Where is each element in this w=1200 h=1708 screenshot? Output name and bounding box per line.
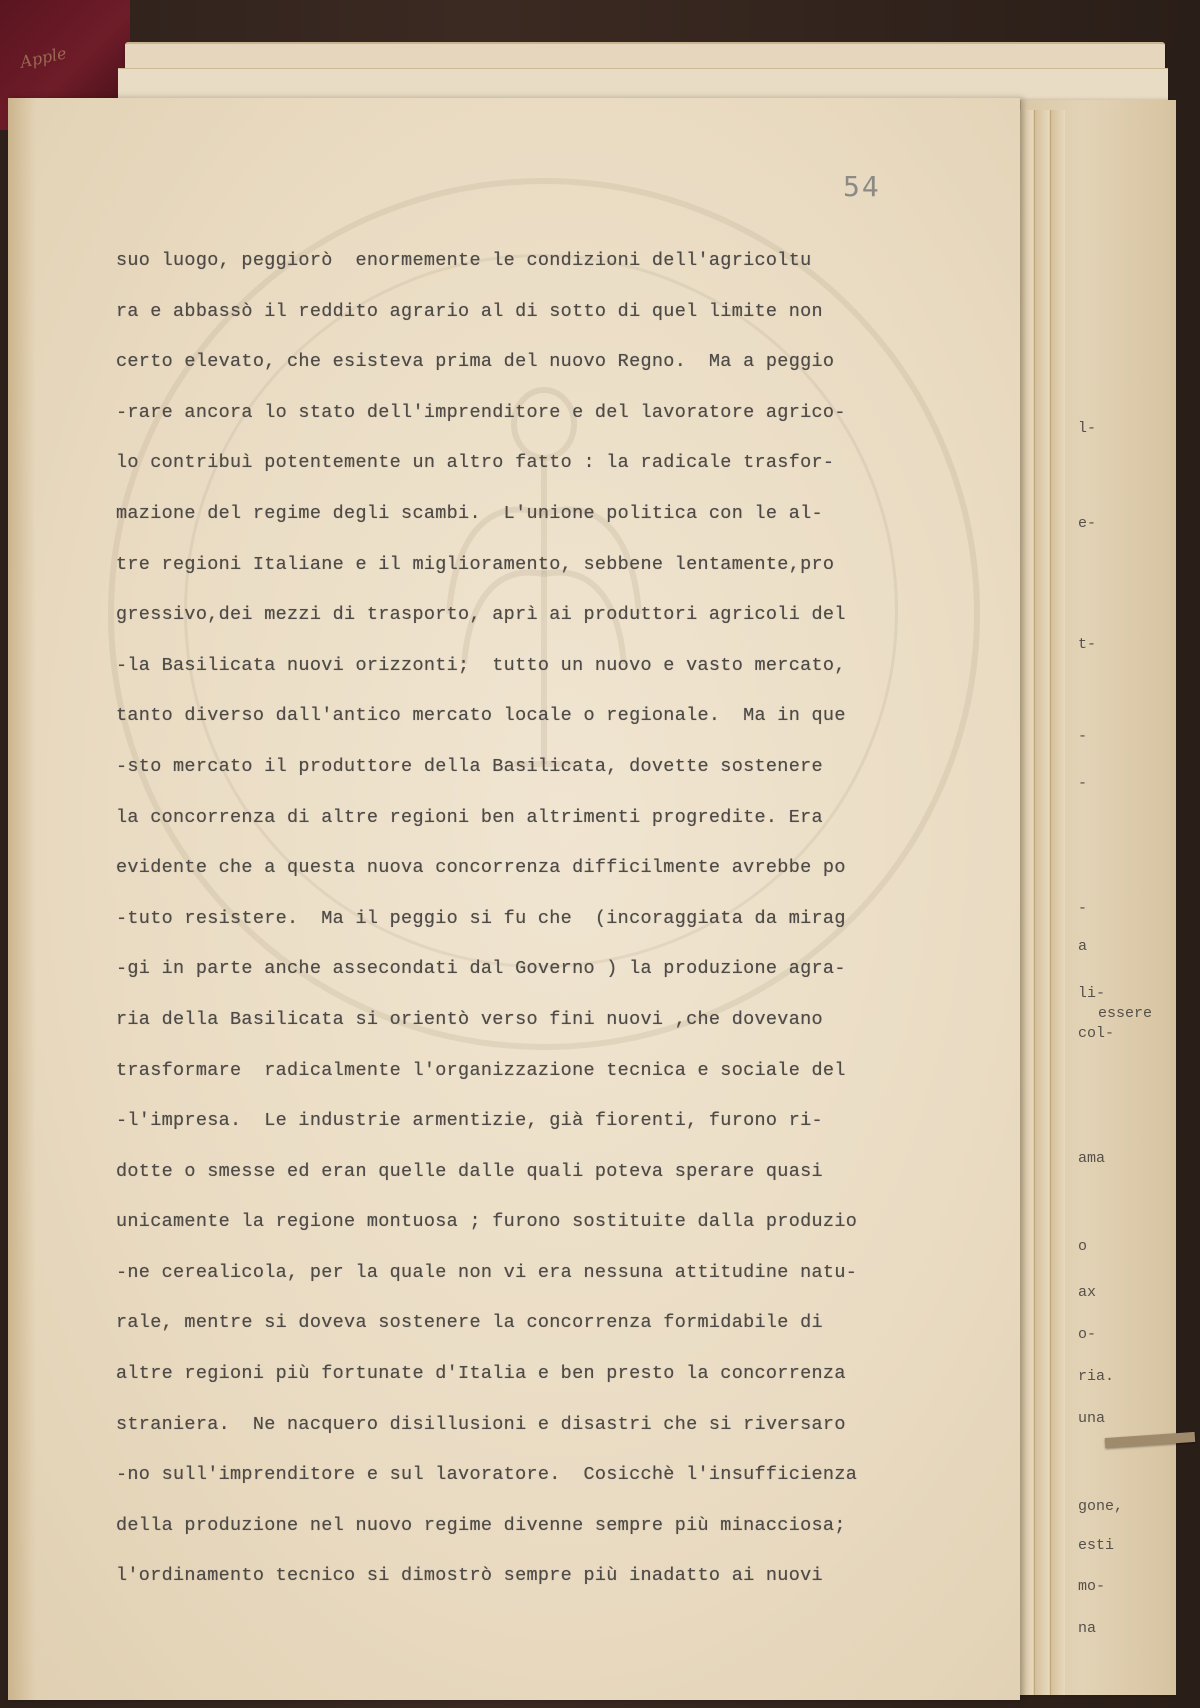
margin-fragment: na [1078, 1620, 1097, 1637]
main-page [8, 98, 1020, 1700]
margin-fragment: o- [1078, 1326, 1097, 1343]
margin-fragment: gone, [1078, 1498, 1124, 1515]
text-line: ria della Basilicata si orientò verso fini nuovi ,che dovevano [116, 1008, 823, 1030]
text-line: evidente che a questa nuova concorrenza difficilmente avrebbe po [116, 857, 846, 879]
page-number: 54 [843, 170, 881, 203]
text-line: della produzione nel nuovo regime divenne sempre più minacciosa; [116, 1514, 846, 1536]
text-line: ra e abbassò il reddito agrario al di sotto di quel limite non [116, 300, 823, 322]
page-edge [1050, 110, 1065, 1695]
margin-fragment: col- [1078, 1025, 1115, 1042]
text-line: certo elevato, che esisteva prima del nuovo Regno. Ma a peggio [116, 351, 835, 373]
text-line: trasformare radicalmente l'organizzazione tecnica e sociale del [116, 1059, 846, 1081]
margin-fragment: mo- [1078, 1578, 1106, 1595]
page-edge [1018, 110, 1033, 1695]
text-line: -l'impresa. Le industrie armentizie, già fiorenti, furono ri- [116, 1110, 823, 1132]
page-edge [1034, 110, 1049, 1695]
margin-fragment: essere [1098, 1005, 1153, 1022]
text-line: mazione del regime degli scambi. L'unione politica con le al- [116, 502, 823, 524]
text-line: unicamente la regione montuosa ; furono sostituite dalla produzio [116, 1211, 858, 1233]
margin-fragment: t- [1078, 636, 1097, 653]
text-line: gressivo,dei mezzi di trasporto, aprì ai produttori agricoli del [116, 604, 846, 626]
text-line: lo contribuì potentemente un altro fatto : la radicale trasfor- [116, 452, 835, 474]
typed-text-body [116, 236, 996, 1602]
text-line: -sto mercato il produttore della Basilicata, dovette sostenere [116, 755, 823, 777]
text-line: rale, mentre si doveva sostenere la concorrenza formidabile di [116, 1312, 823, 1334]
underlying-page-margin-text [1078, 0, 1174, 1708]
text-line: -tuto resistere. Ma il peggio si fu che (incoraggiata da mirag [116, 907, 846, 929]
margin-fragment: a [1078, 938, 1088, 955]
margin-fragment: ax [1078, 1284, 1097, 1301]
margin-fragment: una [1078, 1410, 1106, 1427]
margin-fragment: l- [1078, 420, 1097, 437]
text-line: -rare ancora lo stato dell'imprenditore e del lavoratore agrico- [116, 401, 846, 423]
text-line: tre regioni Italiane e il miglioramento, sebbene lentamente,pro [116, 553, 835, 575]
binding-label: Apple [18, 43, 69, 72]
text-line: suo luogo, peggiorò enormemente le condizioni dell'agricoltu [116, 250, 812, 271]
text-line: altre regioni più fortunate d'Italia e ben presto la concorrenza [116, 1363, 846, 1385]
text-line: -la Basilicata nuovi orizzonti; tutto un nuovo e vasto mercato, [116, 654, 846, 676]
margin-fragment: - [1078, 728, 1088, 745]
margin-fragment: ama [1078, 1150, 1106, 1167]
text-line: tanto diverso dall'antico mercato locale o regionale. Ma in que [116, 705, 846, 727]
margin-fragment: li- [1078, 985, 1106, 1002]
text-line: straniera. Ne nacquero disillusioni e disastri che si riversaro [116, 1413, 846, 1435]
text-line: -no sull'imprenditore e sul lavoratore. Cosicchè l'insufficienza [116, 1464, 858, 1486]
margin-fragment: e- [1078, 515, 1097, 532]
text-line: la concorrenza di altre regioni ben altrimenti progredite. Era [116, 806, 823, 828]
text-line: -ne cerealicola, per la quale non vi era nessuna attitudine natu- [116, 1261, 858, 1283]
text-line: dotte o smesse ed eran quelle dalle quali poteva sperare quasi [116, 1160, 823, 1182]
text-line: -gi in parte anche assecondati dal Governo ) la produzione agra- [116, 958, 846, 980]
margin-fragment: - [1078, 775, 1088, 792]
margin-fragment: - [1078, 900, 1088, 917]
margin-fragment: ria. [1078, 1368, 1115, 1385]
margin-fragment: esti [1078, 1537, 1115, 1554]
text-line: l'ordinamento tecnico si dimostrò sempre più inadatto ai nuovi [116, 1565, 823, 1587]
margin-fragment: o [1078, 1238, 1088, 1255]
